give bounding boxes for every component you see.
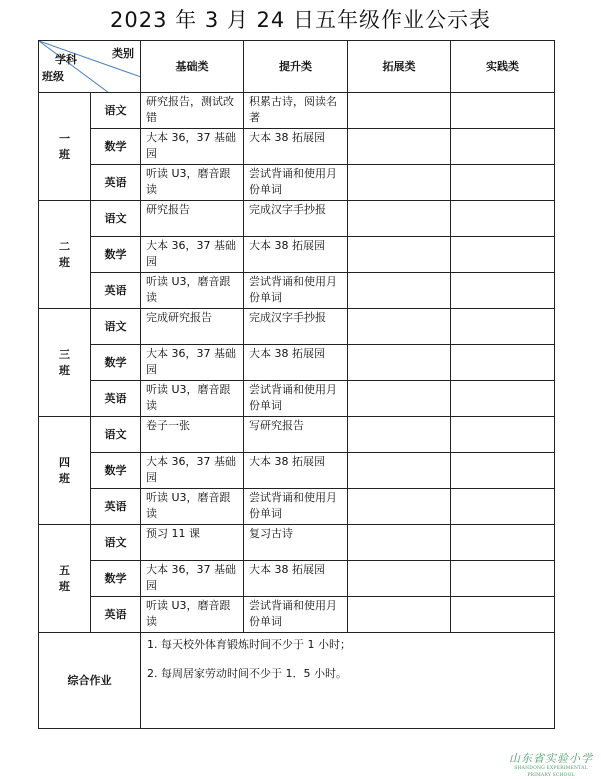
header-row [39,41,555,93]
column-header-extend: 拓展类 [348,41,451,93]
comprehensive-note: 2. 每周居家劳动时间不少于 1．5 小时。 [147,667,347,680]
basic-homework-cell: 大本 36，37 基础园 [141,453,244,489]
extend-homework-cell [348,165,451,201]
page-title: 2023 年 3 月 24 日五年级作业公示表 [110,8,491,32]
column-header-improve: 提升类 [244,41,348,93]
extend-homework-cell [348,129,451,165]
practice-homework-cell [451,453,555,489]
class-name: 二 班 [59,239,70,269]
basic-homework-cell: 听读 U3，磨音跟读 [141,165,244,201]
extend-homework-cell [348,489,451,525]
class-name: 一 班 [59,131,70,161]
improve-homework-cell: 尝试背诵和使用月份单词 [244,381,348,417]
improve-homework-cell: 完成汉字手抄报 [244,201,348,237]
practice-homework-cell [451,489,555,525]
basic-homework-cell: 大本 36，37 基础园 [141,561,244,597]
table-row [39,453,555,489]
practice-homework-cell [451,93,555,129]
improve-homework-cell: 大本 38 拓展园 [244,345,348,381]
basic-homework-cell: 听读 U3，磨音跟读 [141,597,244,633]
practice-homework-cell [451,597,555,633]
improve-homework-cell: 大本 38 拓展园 [244,453,348,489]
class-name: 三 班 [59,347,70,377]
comprehensive-notes [141,633,555,729]
improve-homework-cell: 大本 38 拓展园 [244,129,348,165]
extend-homework-cell [348,525,451,561]
improve-homework-cell: 尝试背诵和使用月份单词 [244,597,348,633]
improve-homework-cell: 复习古诗 [244,525,348,561]
table-row [39,201,555,237]
improve-homework-cell: 写研究报告 [244,417,348,453]
subject-cell: 数学 [91,129,141,165]
corner-class-label: 班级 [42,70,64,83]
subject-cell: 语文 [91,417,141,453]
improve-homework-cell: 完成汉字手抄报 [244,309,348,345]
class-name-cell [39,201,91,309]
extend-homework-cell [348,597,451,633]
subject-cell: 英语 [91,381,141,417]
basic-homework-cell: 卷子一张 [141,417,244,453]
basic-homework-cell: 大本 36，37 基础园 [141,129,244,165]
extend-homework-cell [348,345,451,381]
comprehensive-row [39,633,555,729]
table-row [39,417,555,453]
table-row [39,129,555,165]
subject-cell: 语文 [91,525,141,561]
column-header-basic: 基础类 [141,41,244,93]
basic-homework-cell: 研究报告 [141,201,244,237]
extend-homework-cell [348,309,451,345]
basic-homework-cell: 听读 U3，磨音跟读 [141,273,244,309]
basic-homework-cell: 预习 11 课 [141,525,244,561]
subject-cell: 数学 [91,345,141,381]
extend-homework-cell [348,417,451,453]
basic-homework-cell: 大本 36，37 基础园 [141,345,244,381]
practice-homework-cell [451,381,555,417]
extend-homework-cell [348,453,451,489]
practice-homework-cell [451,129,555,165]
class-name-cell [39,525,91,633]
basic-homework-cell: 大本 36，37 基础园 [141,237,244,273]
diagonal-header-cell [39,41,141,93]
extend-homework-cell [348,201,451,237]
practice-homework-cell [451,417,555,453]
subject-cell: 英语 [91,165,141,201]
class-name-cell [39,93,91,201]
comprehensive-label: 综合作业 [39,633,141,729]
comprehensive-note: 1. 每天校外体育锻炼时间不少于 1 小时； [147,638,351,651]
subject-cell: 数学 [91,453,141,489]
practice-homework-cell [451,273,555,309]
basic-homework-cell: 听读 U3，磨音跟读 [141,381,244,417]
table-row [39,93,555,129]
column-header-practice: 实践类 [451,41,555,93]
practice-homework-cell [451,309,555,345]
improve-homework-cell: 尝试背诵和使用月份单词 [244,165,348,201]
improve-homework-cell: 大本 38 拓展园 [244,237,348,273]
practice-homework-cell [451,201,555,237]
improve-homework-cell: 尝试背诵和使用月份单词 [244,273,348,309]
class-name-cell [39,417,91,525]
class-name: 四 班 [59,455,70,485]
homework-table [38,40,555,729]
table-row [39,525,555,561]
improve-homework-cell: 尝试背诵和使用月份单词 [244,489,348,525]
logo-main-text: 山东省实验小学 [509,752,593,765]
practice-homework-cell [451,237,555,273]
extend-homework-cell [348,561,451,597]
extend-homework-cell [348,381,451,417]
table-row [39,273,555,309]
logo-sub-text: SHANDONG EXPERIMENTAL PRIMARY SCHOOL [514,766,588,778]
subject-cell: 数学 [91,561,141,597]
extend-homework-cell [348,93,451,129]
table-row [39,165,555,201]
table-row [39,345,555,381]
subject-cell: 英语 [91,597,141,633]
subject-cell: 英语 [91,273,141,309]
basic-homework-cell: 完成研究报告 [141,309,244,345]
table-row [39,561,555,597]
corner-subject-label: 学科 [55,53,77,66]
corner-type-label: 类别 [112,47,134,60]
subject-cell: 英语 [91,489,141,525]
table-row [39,381,555,417]
practice-homework-cell [451,525,555,561]
extend-homework-cell [348,273,451,309]
basic-homework-cell: 研究报告，测试改错 [141,93,244,129]
practice-homework-cell [451,345,555,381]
school-logo [503,752,599,779]
class-name-cell [39,309,91,417]
table-row [39,237,555,273]
subject-cell: 语文 [91,201,141,237]
practice-homework-cell [451,165,555,201]
subject-cell: 数学 [91,237,141,273]
table-row [39,597,555,633]
practice-homework-cell [451,561,555,597]
extend-homework-cell [348,237,451,273]
table-row [39,489,555,525]
table-row [39,309,555,345]
subject-cell: 语文 [91,309,141,345]
subject-cell: 语文 [91,93,141,129]
basic-homework-cell: 听读 U3，磨音跟读 [141,489,244,525]
improve-homework-cell: 积累古诗，阅读名著 [244,93,348,129]
class-name: 五 班 [59,563,70,593]
improve-homework-cell: 大本 38 拓展园 [244,561,348,597]
